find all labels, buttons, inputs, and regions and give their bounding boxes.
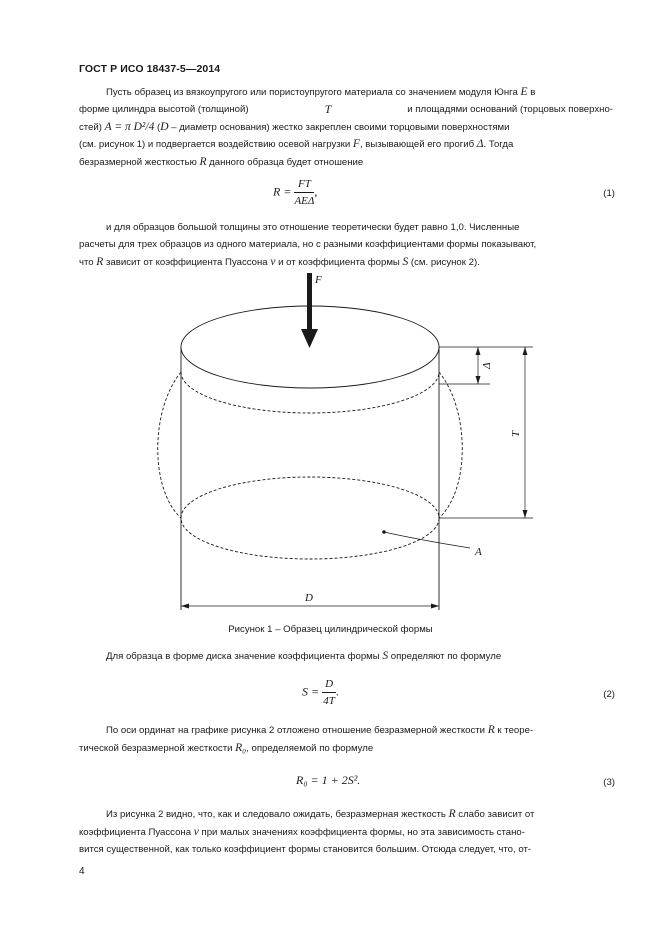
t-arrow-bottom (523, 510, 528, 518)
delta-arrow-bottom (476, 376, 481, 384)
paragraph-intro: Пусть образец из вязкоупругого или пористоупругого материала со значением модуля Юнга E в форме цилиндра высотой (толщиной) T и площадями оснований (торцовых поверхно- стей) A = π D²/4 (D – диаметр основания) жестко закреплен своими торцовыми поверхностями (см. рисунок 1) и подвергается воздействию осевой нагрузки F, вызывающей его прогиб Δ. Тогда безразмерной жесткостью R данного образца будет отношение (79, 86, 613, 169)
bulge-right (439, 372, 462, 518)
label-area: A (475, 546, 482, 558)
equation-2: S = $\frac{D}{4T}$ . (302, 678, 340, 707)
label-diameter: D (305, 592, 313, 604)
force-arrow-head (301, 329, 318, 348)
figure-caption: Рисунок 1 – Образец цилиндрической формы (228, 624, 433, 635)
equation-3: R₀ = 1 + 2S². (296, 773, 361, 787)
cylinder-bottom-ellipse (181, 477, 439, 559)
label-thickness: T (510, 430, 522, 437)
paragraph-ordinate: По оси ординат на графике рисунка 2 отложено отношение безразмерной жесткости R к теоре- тической безразмерной жесткости R₀, определяемой по формуле (79, 724, 534, 754)
label-delta: Δ (481, 362, 493, 369)
label-force: F (315, 274, 322, 286)
deformed-top-edge (181, 372, 439, 413)
paragraph-shape-factor: Для образца в форме диска значение коэффициента формы S определяют по формуле (106, 650, 502, 662)
d-arrow-right (431, 604, 439, 609)
a-point-marker (382, 530, 386, 534)
equation-1: R = $\frac{FT}{\text{AEΔ}}$ , (273, 178, 318, 207)
area-formula: A = π D²/4 (104, 120, 155, 133)
document-header: ГОСТ Р ИСО 18437-5—2014 (79, 63, 221, 75)
paragraph-conclusion: Из рисунка 2 видно, что, как и следовало ожидать, безразмерная жесткость R слабо зависит от коэффициента Пуассона ν при малых значениях коэффициента формы, но эта зависимость стано- вится существенной, как только коэффициент формы становится большим. Отсюда следует, что, от- (79, 808, 535, 855)
equation-number-3: (3) (603, 777, 615, 788)
t-arrow-top (523, 347, 528, 355)
page-number: 4 (79, 866, 85, 877)
paragraph-calc: и для образцов большой толщины это отношение теоретически будет равно 1,0. Численные расчеты для трех образцов из одного материала, но с разными коэффициентами формы показывают, что R зависит от коэффициента Пуассона ν и от коэффициента формы S (см. рисунок 2). (79, 222, 537, 268)
delta-arrow-top (476, 347, 481, 355)
a-leader-line (384, 532, 470, 548)
force-arrow-shaft (307, 273, 312, 331)
bulge-left (158, 372, 181, 518)
equation-number-1: (1) (603, 188, 615, 199)
d-arrow-left (181, 604, 189, 609)
equation-number-2: (2) (603, 689, 615, 700)
